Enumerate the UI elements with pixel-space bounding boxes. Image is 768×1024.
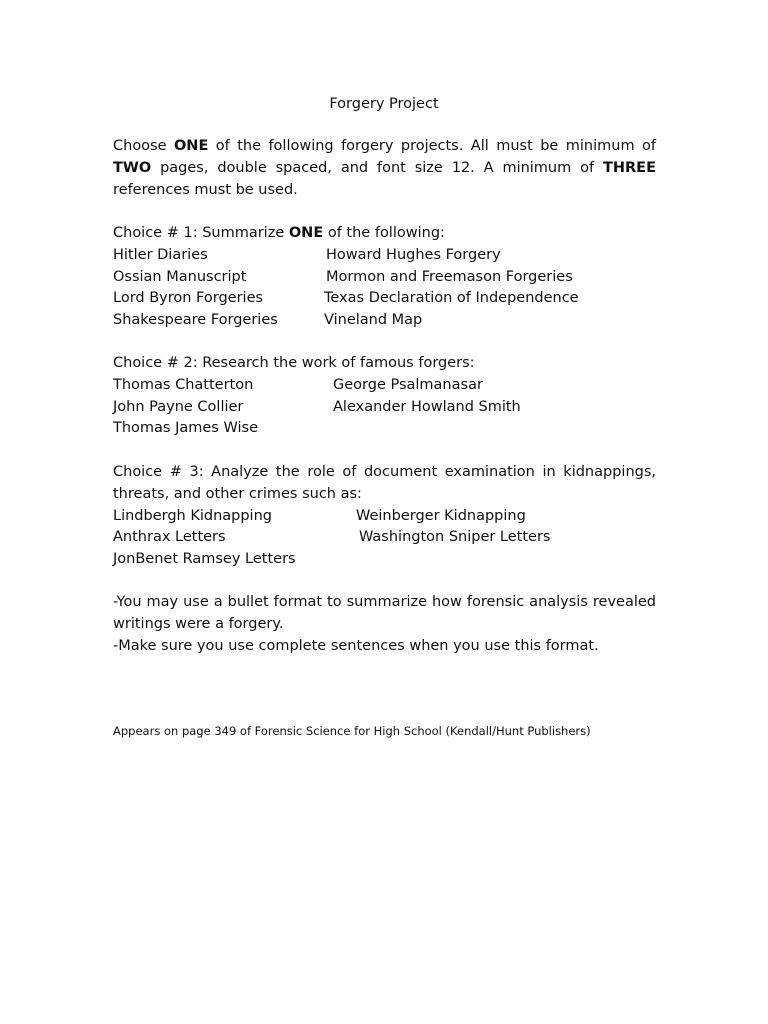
- note-complete-sentences: -Make sure you use complete sentences when you use this format.: [113, 637, 599, 654]
- list-item: Anthrax Letters: [113, 529, 226, 546]
- notes-section: [113, 592, 656, 657]
- intro-paragraph: [113, 136, 656, 201]
- list-item: Alexander Howland Smith: [333, 398, 521, 415]
- list-item: Texas Declaration of Independence: [324, 290, 579, 307]
- list-item: Lindbergh Kidnapping: [113, 507, 272, 524]
- source-footer: Appears on page 349 of Forensic Science for High School (Kendall/Hunt Publishers): [113, 724, 591, 738]
- choice-3-section: [113, 462, 656, 571]
- list-row: [113, 245, 656, 267]
- list-item: Thomas James Wise: [113, 420, 258, 437]
- choice-1-heading-text-2: of the following:: [323, 225, 445, 241]
- intro-bold-three: THREE: [602, 159, 656, 176]
- list-item: Weinberger Kidnapping: [356, 507, 526, 524]
- choice-1-heading-text-1: Choice # 1: Summarize: [113, 225, 289, 241]
- list-row: [113, 549, 656, 571]
- intro-text-3: pages, double spaced, and font size 12. A minimum of: [151, 159, 603, 176]
- intro-bold-two: TWO: [113, 159, 152, 176]
- list-item: Hitler Diaries: [113, 246, 208, 263]
- list-row: [113, 288, 656, 310]
- choice-1-heading: [113, 223, 656, 245]
- list-row: [113, 267, 656, 289]
- list-item: Shakespeare Forgeries: [113, 312, 278, 329]
- list-item: Thomas Chatterton: [113, 376, 254, 393]
- page-title: Forgery Project: [329, 96, 439, 112]
- choice-2-section: [113, 353, 656, 440]
- choice-3-heading: Choice # 3: Analyze the role of document examination in kidnappings, threats, and other crimes such as:: [113, 464, 656, 502]
- list-item: Vineland Map: [324, 312, 423, 329]
- intro-text-1: Choose: [113, 138, 174, 154]
- list-item: Ossian Manuscript: [113, 268, 247, 285]
- choice-2-heading: Choice # 2: Research the work of famous forgers:: [113, 355, 475, 371]
- list-row: [113, 527, 656, 549]
- note-bullet-format: -You may use a bullet format to summarize how forensic analysis revealed writings were a forgery.: [113, 594, 656, 632]
- intro-bold-one: ONE: [173, 138, 209, 154]
- list-row: [113, 397, 656, 419]
- intro-text-4: references must be used.: [113, 181, 298, 198]
- list-row: [113, 375, 656, 397]
- list-item: Mormon and Freemason Forgeries: [326, 268, 573, 285]
- intro-text-2: of the following forgery projects. All must be minimum of: [208, 138, 656, 154]
- list-item: George Psalmanasar: [333, 376, 483, 393]
- list-row: [113, 310, 656, 332]
- list-item: Washington Sniper Letters: [359, 529, 551, 546]
- list-row: [113, 506, 656, 528]
- choice-1-heading-bold: ONE: [288, 225, 324, 241]
- choice-1-section: [113, 223, 656, 332]
- list-item: Howard Hughes Forgery: [326, 246, 501, 263]
- list-row: [113, 418, 656, 440]
- list-item: Lord Byron Forgeries: [113, 290, 264, 307]
- list-item: JonBenet Ramsey Letters: [113, 551, 296, 568]
- list-item: John Payne Collier: [113, 398, 244, 415]
